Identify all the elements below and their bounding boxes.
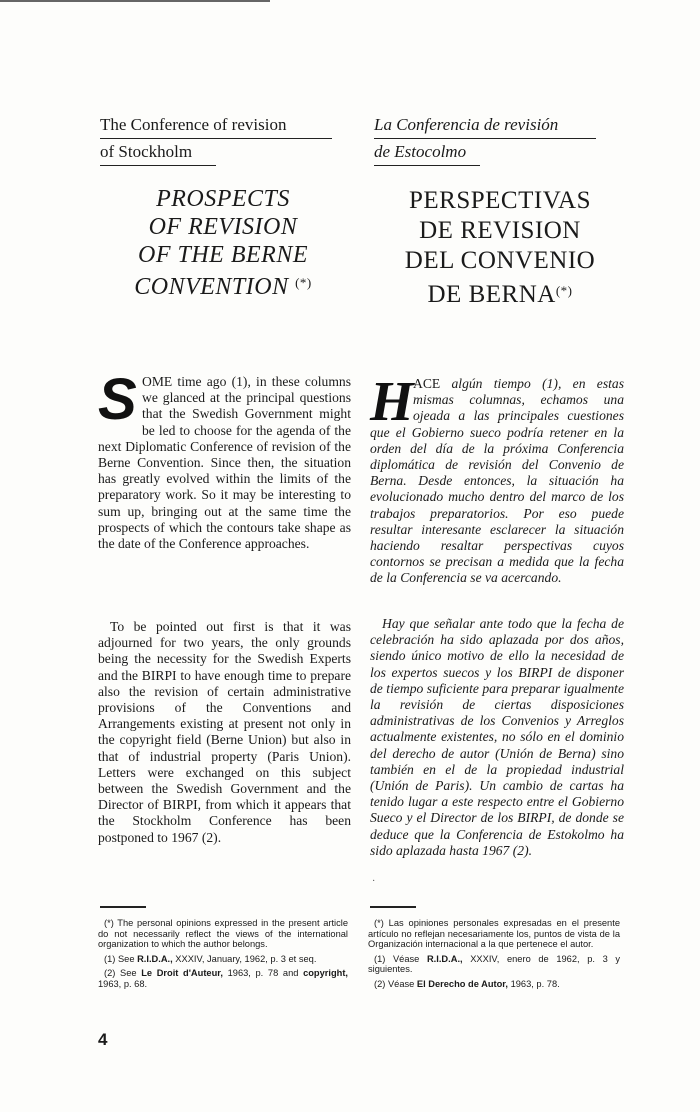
first-word-es: ACE (413, 376, 441, 391)
section-heading-es-line1: La Conferencia de revisión (374, 112, 596, 139)
title-en-line-text: CONVENTION (134, 274, 289, 300)
fn-text: (2) See (104, 968, 142, 979)
title-es-line: DEL CONVENIO (404, 247, 596, 274)
fn-text: (1) See (104, 953, 138, 964)
title-es-line: DE REVISION (419, 217, 581, 244)
footnote-2-es (368, 979, 620, 990)
footnote-rule-es (370, 906, 416, 908)
fn-text: (1) Véase (374, 953, 427, 964)
section-heading-en-line1: The Conference of revision (100, 112, 332, 139)
fn-source: Le Droit d'Auteur, (141, 968, 223, 979)
fn-text: 1963, p. 78 and (222, 968, 304, 979)
title-footnote-mark: (*) (295, 275, 312, 290)
body-en-paragraph-1 (98, 367, 351, 552)
drop-cap-s: S (98, 367, 137, 432)
stray-mark: · (372, 876, 376, 887)
top-rule (0, 0, 270, 2)
fn-text: XXXIV, January, 1962, p. 3 et seq. (172, 953, 317, 964)
title-en-line: OF THE BERNE (138, 242, 308, 268)
body-es-paragraph-2: Hay que señalar ante todo que la fecha de celebración ha sido aplazada por dos años, siendo único motivo de ello la necesidad de los expertos suecos y los BIRPI de disponer de tiempo suficiente para preparar igualmente la revisión de ciertas disposiciones administrativas de los Convenios y Arreglos actualmente existentes, no sólo en el dominio del derecho de autor (Unión de Berna) sino también en el de la propiedad industrial (Unión de Paris). Un cambio de cartas ha tenido lugar a este respecto entre el Gobierno Sueco y el Director de los BIRPI, de donde se deduce que la Conferencia de Estokolmo ha sido aplazada hasta 1967 (2). (370, 616, 624, 858)
fn-source: copyright, (303, 968, 348, 979)
body-es-text-1: algún tiempo (1), en estas mismas columnas, echamos una ojeada a las principales cuestiones que el Gobierno sueco podría retener en la orden del día de la próxima Conferencia diplomática de revisión del Convenio de Berna. Desde entonces, la situación ha evolucionado mucho dentro del marco de los trabajos preparatorios. Por eso puede resultar interesante esclarecer la situación haciendo resaltar perspectivas cuyos contornos se precisan a medida que la fecha de la Conferencia se va acercando. (370, 376, 624, 586)
footnotes-en (98, 918, 348, 994)
title-footnote-mark: (*) (555, 283, 573, 298)
title-es-line: PERSPECTIVAS (409, 187, 591, 214)
page-number: 4 (98, 1030, 108, 1049)
section-heading-es-line2: de Estocolmo (374, 139, 480, 166)
body-en-text-1: time ago (1), in these columns we glanced at the principal questions that the Swedish Government might be led to choose for the agenda of the next Diplomatic Conference of revision of the Berne Convention. Since then, the situation has greatly evolved within the limits of the preparatory work. So it may be interesting to sum up, bringing out at the same time the prospects of which the contours take shape as the date of the Conference approaches. (98, 374, 351, 552)
footnote-1-en (98, 954, 348, 965)
title-en-line: OF REVISION (148, 214, 298, 240)
footnote-2-en (98, 968, 348, 989)
footnote-1-es (368, 954, 620, 975)
title-es-line-text: DE BERNA (427, 281, 556, 308)
footnote-rule-en (100, 906, 146, 908)
fn-source: R.I.D.A., (137, 953, 173, 964)
article-title-en (104, 185, 342, 301)
fn-text: 1963, p. 68. (98, 978, 148, 989)
fn-text: (2) Véase (374, 978, 417, 989)
fn-text: 1963, p. 78. (508, 978, 560, 989)
footnotes-es (368, 918, 620, 994)
title-en-line: PROSPECTS (156, 186, 290, 212)
section-heading-en (100, 112, 332, 166)
footnote-star-en: (*) The personal opinions expressed in the present article do not necessarily reflect the views of the international organization to which the author belongs. (98, 918, 348, 950)
first-word-en: OME (142, 374, 173, 389)
body-en-paragraph-2: To be pointed out first is that it was adjourned for two years, the only grounds being the necessity for the Swedish Experts and the BIRPI to have enough time to prepare also the revision of certain administrative provisions of the Conventions and Arrangements existing at present not only in the copyright field (Berne Union) but also in that of industrial property (Paris Union). Letters were exchanged on this subject between the Swedish Government and the Director of BIRPI, from which it appears that the Stockholm Conference has been postponed to 1967 (2). (98, 619, 351, 845)
fn-source: R.I.D.A., (426, 953, 463, 964)
article-title-es (375, 186, 625, 310)
title-en-line (104, 269, 342, 301)
body-es-paragraph-1 (370, 371, 624, 587)
fn-source: El Derecho de Autor, (416, 978, 508, 989)
section-heading-es (374, 112, 596, 166)
drop-cap-h: H (370, 371, 414, 433)
title-es-line (375, 276, 625, 310)
section-heading-en-line2: of Stockholm (100, 139, 216, 166)
footnote-star-es: (*) Las opiniones personales expresadas en el presente artículo no reflejan necesariamente los, puntos de vista de la Organización internacional a la que pertenece el autor. (368, 918, 620, 950)
fn-text: XXXIV, enero de 1962, p. 3 y siguientes. (368, 953, 621, 975)
